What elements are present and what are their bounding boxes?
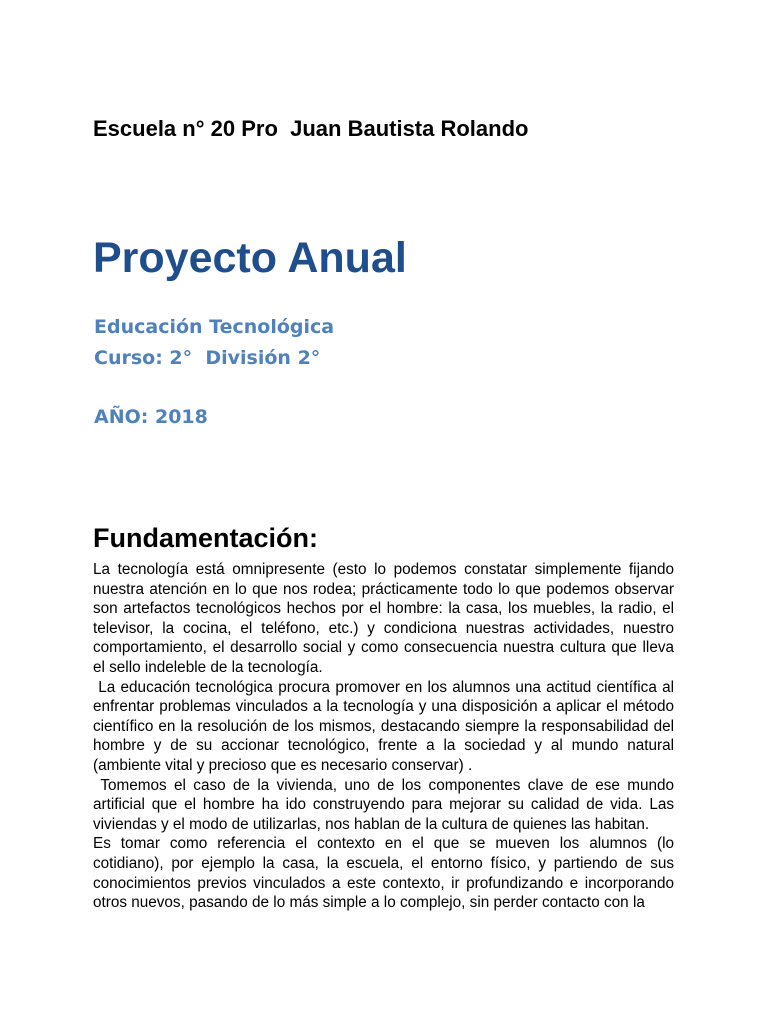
section-heading: Fundamentación: — [93, 523, 319, 553]
paragraph: Es tomar como referencia el contexto en el que se mueven los alumnos (lo cotidiano), por ejemplo la casa, la escuela, el entorno físico, y partiendo de sus conocimientos previos vinculados a este contexto, ir profundizando e incorporando otros nuevos, pasando de lo más simple a lo complejo, sin perder contacto con la — [93, 835, 679, 912]
course-line: Curso: 2° División 2° — [94, 347, 321, 369]
paragraph: Tomemos el caso de la vivienda, uno de los componentes clave de ese mundo artificial que el hombre ha ido construyendo para mejorar su calidad de vida. Las viviendas y el modo de utilizarlas, nos hablan de la cultura de quienes las habitan. — [93, 776, 679, 833]
section-body — [93, 560, 679, 913]
paragraph: La tecnología está omnipresente (esto lo podemos constatar simplemente fijando nuestra atención en lo que nos rodea; prácticamente todo lo que podemos observar son artefactos tecnológicos hechos por el hombre: la casa, los muebles, la radio, el televisor, la cocina, el teléfono, etc.) y condiciona nuestras actividades, nuestro comportamiento, el desarrollo social y como consecuencia nuestra cultura que lleva el sello indeleble de la tecnología. — [93, 561, 679, 676]
school-name: Escuela n° 20 Pro Juan Bautista Rolando — [93, 116, 529, 141]
year-line: AÑO: 2018 — [94, 406, 208, 428]
page-title: Proyecto Anual — [93, 234, 407, 282]
paragraph: La educación tecnológica procura promover en los alumnos una actitud científica al enfrentar problemas vinculados a la tecnología y una disposición a aplicar el método científico en la resolución de los mismos, destacando siempre la responsabilidad del hombre y de su accionar tecnológico, frente a la sociedad y al mundo natural (ambiente vital y precioso que es necesario conservar) . — [93, 678, 679, 774]
subject-line: Educación Tecnológica — [94, 316, 335, 338]
